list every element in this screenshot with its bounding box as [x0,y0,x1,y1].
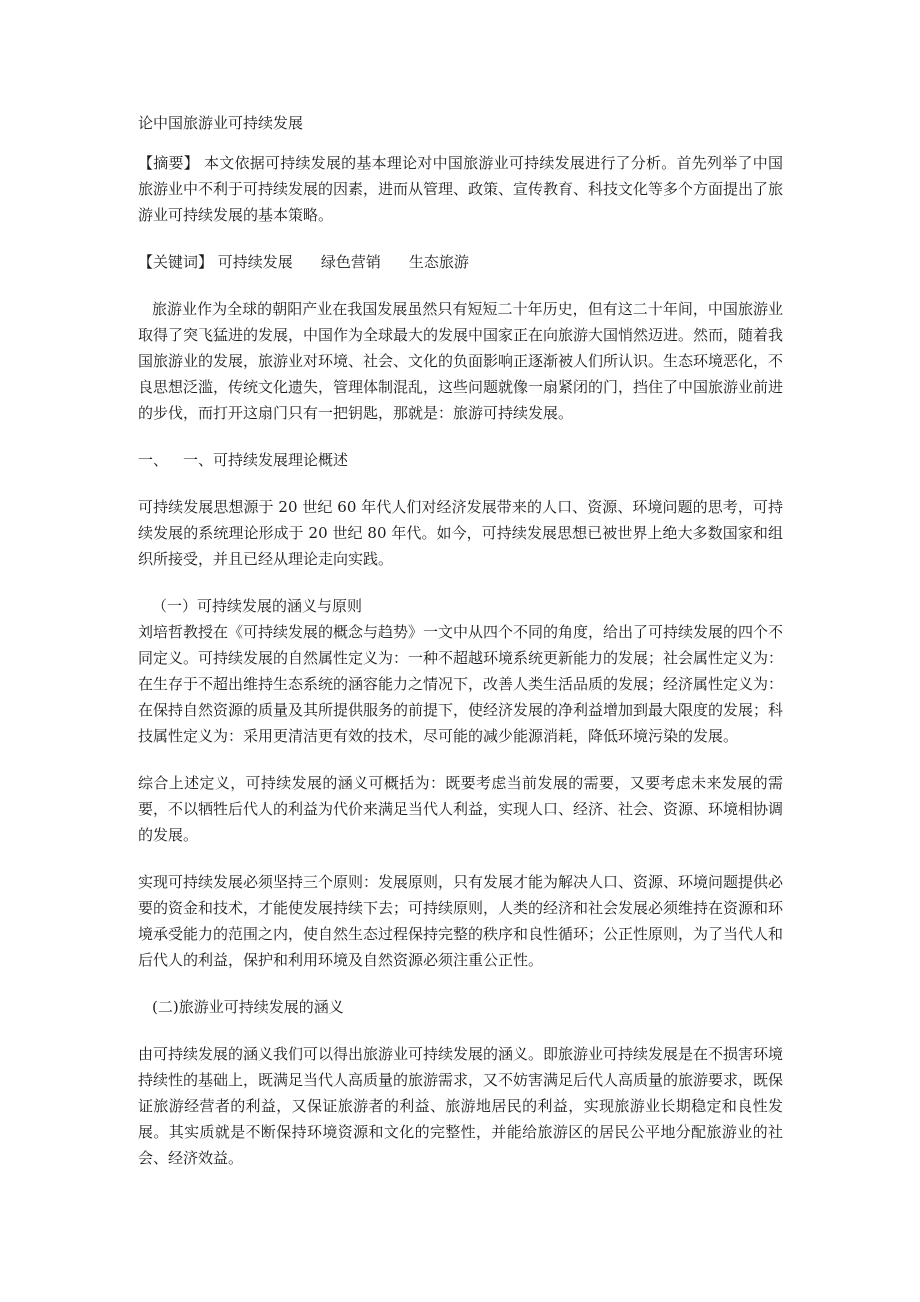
sub2-paragraph: 由可持续发展的涵义我们可以得出旅游业可持续发展的涵义。即旅游业可持续发展是在不损害环境持续性的基础上，既满足当代人高质量的旅游需求，又不妨害满足后代人高质量的旅游要求，既保证旅游经营者的利益，又保证旅游者的利益、旅游地居民的利益，实现旅游业长期稳定和良性发展。其实质就是不断保持环境资源和文化的完整性，并能给旅游区的居民公平地分配旅游业的社会、经济效益。 [138,1045,784,1167]
keyword-item: 生态旅游 [408,253,469,271]
section1-paragraph: 可持续发展思想源于 20 世纪 60 年代人们对经济发展带来的人口、资源、环境问题的思考，可持续发展的系统理论形成于 20 世纪 80 年代。如今，可持续发展思想已被世界上绝大多数国家和组织所接受，并且已经从理论走向实践。 [138,498,783,568]
document-title: 论中国旅游业可持续发展 [138,114,304,132]
sub1-paragraph-3: 实现可持续发展必须坚持三个原则：发展原则，只有发展才能为解决人口、资源、环境问题提供必要的资金和技术，才能使发展持续下去；可持续原则，人类的经济和社会发展必须维持在资源和环境承受能力的范围之内，使自然生态过程保持完整的秩序和良性循环；公正性原则，为了当代人和后代人的利益，保护和利用环境及自然资源必须注重公正性。 [138,873,784,969]
section-heading-1 [138,447,783,473]
intro-paragraph: 旅游业作为全球的朝阳产业在我国发展虽然只有短短二十年历史，但有这二十年间，中国旅游业取得了突飞猛进的发展，中国作为全球最大的发展中国家正在向旅游大国悄然迈进。然而，随着我国旅游业的发展，旅游业对环境、社会、文化的负面影响正逐渐被人们所认识。生态环境恶化，不良思想泛滥，传统文化遗失，管理体制混乱，这些问题就像一扇紧闭的门，挡住了中国旅游业前进的步伐，而打开这扇门只有一把钥匙，那就是：旅游可持续发展。 [138,300,784,422]
abstract-paragraph [138,150,783,228]
sub1-paragraph-2: 综合上述定义，可持续发展的涵义可概括为：既要考虑当前发展的需要，又要考虑未来发展的需要，不以牺牲后代人的利益为代价来满足当代人利益，实现人口、经济、社会、资源、环境相协调的发展。 [138,774,784,844]
section-title: 一、可持续发展理论概述 [183,451,349,469]
keywords-line [138,249,783,275]
keywords-label: 【关键词】 [138,253,214,271]
sub1-paragraph-1: 刘培哲教授在《可持续发展的概念与趋势》一文中从四个不同的角度，给出了可持续发展的四个不同定义。可持续发展的自然属性定义为：一种不超越环境系统更新能力的发展；社会属性定义为：在生存于不超出维持生态系统的涵容能力之情况下，改善人类生活品质的发展；经济属性定义为：在保持自然资源的质量及其所提供服务的前提下，使经济发展的净利益增加到最大限度的发展；科技属性定义为：采用更清洁更有效的技术，尽可能的减少能源消耗，降低环境污染的发展。 [138,623,784,745]
abstract-text: 本文依据可持续发展的基本理论对中国旅游业可持续发展进行了分析。首先列举了中国旅游业中不利于可持续发展的因素，进而从管理、政策、宣传教育、科技文化等多个方面提出了旅游业可持续发展的基本策略。 [138,154,784,224]
keyword-item: 可持续发展 [217,253,293,271]
abstract-label: 【摘要】 [138,154,199,172]
document-page [138,110,783,1192]
subsection-heading-2: (二)旅游业可持续发展的涵义 [152,998,344,1016]
section-number: 一、 [138,451,169,469]
keyword-item: 绿色营销 [320,253,381,271]
subsection-heading-1: （一）可持续发展的涵义与原则 [152,597,363,615]
